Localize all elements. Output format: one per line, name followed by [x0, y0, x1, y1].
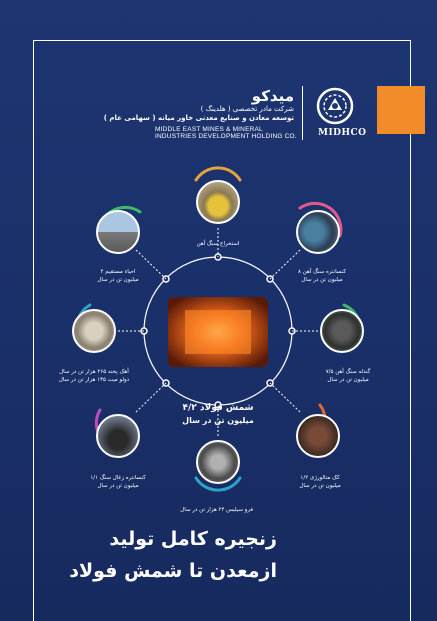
headline-line-1: زنجیره کامل تولید	[109, 528, 277, 550]
iron-pellet-image	[320, 309, 364, 353]
mining-truck-image	[196, 180, 240, 224]
company-name-en-1: MIDDLE EAST MINES & MINERAL	[155, 126, 263, 133]
iron-ore-concentrate-image	[296, 210, 340, 254]
node-label-coal: کنسانتره زغال سنگ ۱/۱ میلیون تن در سال	[90, 475, 146, 489]
node-label-dri: احیاء مستقیم ۴ میلیون تن در سال	[97, 269, 139, 283]
node-label-coke: کک متالورژی ۱/۲ میلیون تن در سال	[299, 475, 341, 489]
steel-billet-capacity: شمش فولاد ۴/۲	[182, 403, 254, 413]
company-subtitle-2: توسعه معادن و صنایع معدنی خاور میانه ( سهامی عام )	[103, 114, 294, 122]
ferrosilicon-image	[196, 440, 240, 484]
coal-concentrate-image	[96, 414, 140, 458]
node-label-concentrate: کنسانتره سنگ آهن ۸ میلیون تن در سال	[298, 269, 346, 283]
company-name-en-2: INDUSTRIES DEVELOPMENT HOLDING CO.	[155, 133, 297, 140]
node-label-pellet: گندله سنگ آهن ۷/۵ میلیون تن در سال	[325, 369, 371, 383]
steel-billet-unit: میلیون تن در سال	[182, 416, 254, 425]
lime-dolomite-image	[72, 309, 116, 353]
node-label-lime: آهک پخته ۲۶۵ هزار تن در سال دولو میت ۱۳۵ هزار تن در سال	[58, 369, 130, 383]
direct-reduction-plant-image	[96, 210, 140, 254]
brand-name: میدکو	[251, 87, 294, 105]
node-label-mining: استخراج سنگ آهن	[196, 241, 240, 247]
metallurgical-coke-image	[296, 414, 340, 458]
headline-line-2: ازمعدن تا شمش فولاد	[69, 560, 277, 582]
company-subtitle-1: شرکت مادر تخصصی ( هلدینگ )	[200, 105, 294, 113]
logo-text: MIDHCO	[318, 128, 367, 138]
node-label-ferrosilicon: فرو سیلیس ۲۴ هزار تن در سال	[180, 507, 253, 513]
